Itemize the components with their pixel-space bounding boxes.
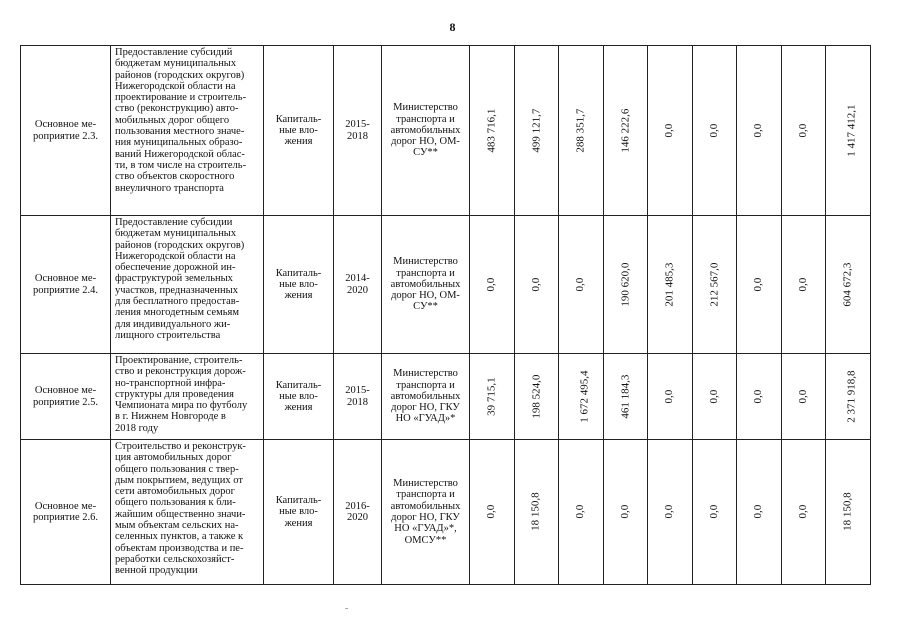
value-text: 18 150,8: [529, 492, 542, 532]
value-text: 0,0: [485, 277, 498, 292]
value-text: 461 184,3: [619, 374, 632, 419]
value-cell: [604, 354, 648, 440]
total-value-cell: [826, 440, 871, 585]
page-number: 8: [449, 20, 456, 34]
table-row: [21, 46, 871, 216]
value-text: 146 222,6: [619, 108, 632, 153]
measure-description-cell-text: Предоставление субсидии бюджетам муниципальных районов (городских округов) Нижегородской области на обеспечение дорожной ин- фраструктурой земельных участков, предназначенных для бесплатного предостав- ления многодетным семьям для индивидуального жи- лищного строительства: [115, 217, 245, 341]
table-row: [21, 354, 871, 440]
value-cell: [693, 46, 737, 216]
value-text: 39 715,1: [485, 377, 498, 416]
executor-cell: [382, 440, 470, 585]
value-text: 190 620,0: [619, 262, 632, 307]
measure-name-cell: [21, 440, 111, 585]
total-value-cell: [826, 216, 871, 354]
period-cell-text: 2014- 2020: [345, 273, 370, 296]
program-measures-table: [20, 45, 871, 585]
value-text: 0,0: [663, 123, 676, 138]
executor-cell-text: Министерство транспорта и автомобильных дорог НО, ОМ- СУ**: [390, 256, 461, 313]
value-cell: [737, 440, 782, 585]
value-cell: [648, 46, 693, 216]
total-value-cell: [826, 354, 871, 440]
value-text: 0,0: [752, 505, 765, 519]
value-text: 18 150,8: [841, 492, 854, 532]
executor-cell-text: Министерство транспорта и автомобильных дорог НО, ГКУ НО «ГУАД»*, ОМСУ**: [390, 478, 461, 546]
value-text: 198 524,0: [530, 374, 543, 419]
measure-name-cell: [21, 216, 111, 354]
value-text: 0,0: [574, 277, 587, 292]
expense-type-cell-text: Капиталь- ные вло- жения: [275, 495, 322, 529]
period-cell-text: 2015- 2018: [345, 119, 370, 142]
measure-name-cell-text: Основное ме- роприятие 2.5.: [32, 385, 99, 408]
measure-description-cell: [111, 354, 264, 440]
value-cell: [604, 440, 648, 585]
value-text: 0,0: [796, 389, 809, 404]
total-value-cell: [826, 46, 871, 216]
value-text: 0,0: [663, 505, 676, 519]
expense-type-cell: [264, 46, 334, 216]
value-text: 2 371 918,8: [845, 370, 858, 423]
value-cell: [648, 216, 693, 354]
executor-cell: [382, 46, 470, 216]
measure-name-cell: [21, 46, 111, 216]
period-cell-text: 2016- 2020: [345, 500, 370, 523]
expense-type-cell: [264, 440, 334, 585]
period-cell-text: 2015- 2018: [345, 385, 370, 408]
value-cell: [782, 354, 826, 440]
period-cell: [334, 440, 382, 585]
value-text: 0,0: [574, 505, 587, 519]
value-cell: [782, 216, 826, 354]
value-cell: [559, 46, 604, 216]
value-cell: [604, 216, 648, 354]
value-text: 0,0: [485, 505, 498, 519]
value-cell: [515, 440, 559, 585]
value-text: 201 485,3: [663, 262, 676, 307]
value-text: 0,0: [707, 389, 720, 404]
measure-description-cell-text: Проектирование, строитель- ство и реконструкция дорож- но-транспортной инфра- структуры для проведения Чемпионата мира по футболу в г. Нижнем Новгороде в 2018 году: [115, 355, 248, 434]
value-cell: [559, 354, 604, 440]
expense-type-cell-text: Капиталь- ные вло- жения: [275, 113, 322, 148]
value-cell: [737, 216, 782, 354]
value-text: 0,0: [529, 277, 542, 292]
value-cell: [737, 46, 782, 216]
measure-description-cell-text: Строительство и реконструк- ция автомобильных дорог общего пользования с твер- дым покрытием, ведущих от сети автомобильных дорог общего пользования к бли- жайшим общественно значи- мым объектам сельских на- селенных пунктов, а также к объектам производства и пе- реработки сельскохозяйст- венной продукции: [115, 441, 246, 577]
value-cell: [515, 354, 559, 440]
executor-cell: [382, 354, 470, 440]
value-cell: [648, 354, 693, 440]
period-cell: [334, 216, 382, 354]
value-text: 0,0: [752, 123, 765, 138]
value-text: 212 567,0: [708, 262, 721, 307]
value-cell: [737, 354, 782, 440]
measure-name-cell-text: Основное ме- роприятие 2.4.: [32, 273, 99, 296]
measure-description-cell: [111, 46, 264, 216]
value-text: 0,0: [707, 123, 720, 138]
value-text: 604 672,3: [841, 262, 854, 307]
measure-description-cell: [111, 216, 264, 354]
executor-cell: [382, 216, 470, 354]
value-text: 0,0: [796, 123, 809, 138]
executor-cell-text: Министерство транспорта и автомобильных дорог НО, ОМ- СУ**: [390, 102, 461, 159]
table-row: [21, 216, 871, 354]
expense-type-cell: [264, 354, 334, 440]
value-text: 1 672 495,4: [578, 370, 591, 423]
value-cell: [693, 216, 737, 354]
period-cell: [334, 46, 382, 216]
value-cell: [693, 440, 737, 585]
value-cell: [470, 440, 515, 585]
value-text: 0,0: [752, 389, 765, 404]
value-text: 1 417 412,1: [845, 104, 858, 157]
table-row: [21, 440, 871, 585]
value-cell: [515, 46, 559, 216]
measure-name-cell-text: Основное ме- роприятие 2.3.: [32, 119, 99, 142]
measure-name-cell-text: Основное ме- роприятие 2.6.: [32, 500, 99, 523]
value-cell: [470, 46, 515, 216]
expense-type-cell-text: Капиталь- ные вло- жения: [275, 267, 322, 302]
value-text: 499 121,7: [530, 108, 543, 153]
value-text: 0,0: [796, 505, 809, 519]
measure-name-cell: [21, 354, 111, 440]
value-cell: [559, 216, 604, 354]
value-text: 0,0: [752, 277, 765, 292]
value-cell: [693, 354, 737, 440]
value-text: 0,0: [796, 277, 809, 292]
measure-description-cell-text: Предоставление субсидий бюджетам муниципальных районов (городских округов) Нижегородской области на проектирование и строитель- ство (реконструкцию) авто- мобильных дорог общего пользования местного значе- ния муниципальных образо- ваний Нижегородской облас- ти, в том числе на строитель- ство объектов скоростного внеуличного транспорта: [115, 47, 247, 194]
period-cell: [334, 354, 382, 440]
footer-mark: -: [345, 603, 349, 614]
value-cell: [515, 216, 559, 354]
value-cell: [648, 440, 693, 585]
value-cell: [470, 216, 515, 354]
measure-description-cell: [111, 440, 264, 585]
value-text: 483 716,1: [485, 108, 498, 153]
value-cell: [559, 440, 604, 585]
value-cell: [782, 440, 826, 585]
value-cell: [782, 46, 826, 216]
value-text: 288 351,7: [574, 108, 587, 153]
value-text: 0,0: [618, 505, 631, 519]
value-text: 0,0: [707, 505, 720, 519]
value-cell: [604, 46, 648, 216]
value-text: 0,0: [663, 389, 676, 404]
expense-type-cell: [264, 216, 334, 354]
value-cell: [470, 354, 515, 440]
executor-cell-text: Министерство транспорта и автомобильных дорог НО, ГКУ НО «ГУАД»*: [390, 368, 461, 425]
expense-type-cell-text: Капиталь- ные вло- жения: [275, 379, 322, 414]
